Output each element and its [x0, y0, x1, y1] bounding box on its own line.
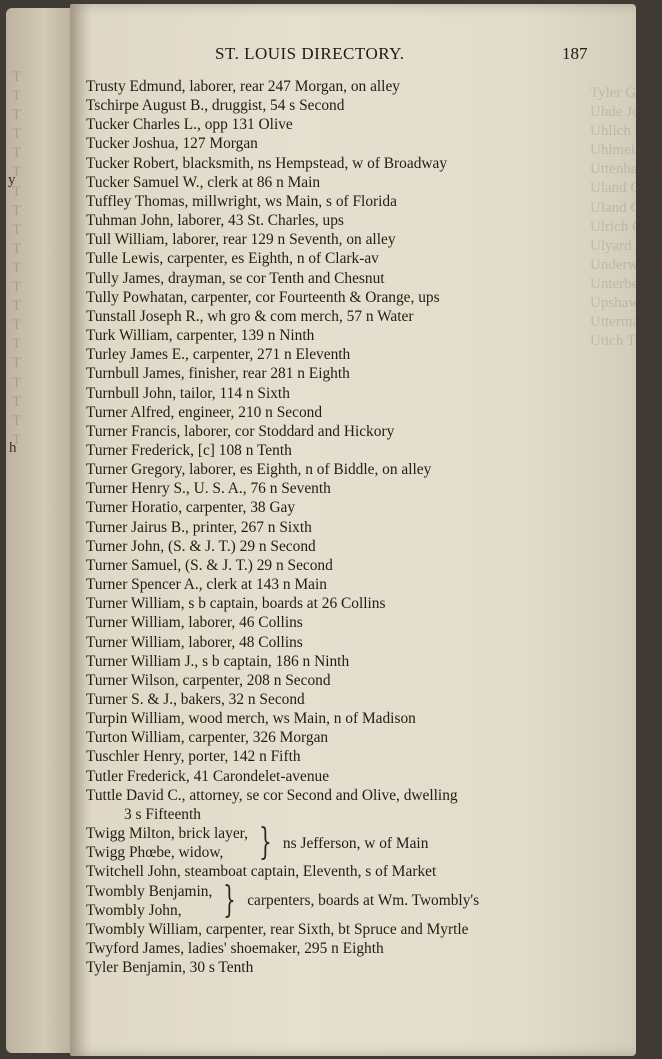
list-item: Turner Henry S., U. S. A., 76 n Seventh	[86, 480, 331, 498]
page-number: 187	[562, 44, 588, 63]
list-item: Turner Jairus B., printer, 267 n Sixth	[86, 518, 312, 536]
list-item: Tuffley Thomas, millwright, ws Main, s of Florida	[86, 192, 397, 210]
list-item: Turpin William, wood merch, ws Main, n of Madison	[86, 710, 416, 728]
list-item: Tull William, laborer, rear 129 n Seventh, on alley	[86, 231, 396, 249]
list-item: Twigg Milton, brick layer,	[86, 825, 249, 843]
list-item: Turk William, carpenter, 139 n Ninth	[86, 327, 315, 345]
list-item: Turner William J., s b captain, 186 n Ninth	[86, 652, 350, 670]
list-item: Tuschler Henry, porter, 142 n Fifth	[86, 748, 301, 766]
list-item: Turner William, s b captain, boards at 26 Collins	[86, 595, 386, 613]
entries-block-a	[86, 77, 606, 805]
list-item: Turner John, (S. & J. T.) 29 n Second	[86, 537, 316, 555]
list-item: Turner William, laborer, 46 Collins	[86, 614, 303, 632]
entry-group-twombly	[86, 879, 606, 921]
list-item: Tschirpe August B., druggist, 54 s Second	[86, 97, 345, 115]
brace-glyph: }	[223, 879, 237, 921]
brace-glyph: }	[259, 822, 272, 864]
page-header: ST. LOUIS DIRECTORY.	[215, 44, 405, 63]
group-shared-text: carpenters, boards at Wm. Twombly's	[247, 892, 480, 910]
list-item: Twombly William, carpenter, rear Sixth, bt Spruce and Myrtle	[86, 920, 469, 938]
list-item: Tully James, drayman, se cor Tenth and Chesnut	[86, 269, 385, 287]
list-item: Tucker Joshua, 127 Morgan	[86, 135, 258, 153]
list-item: Turley James E., carpenter, 271 n Eleventh	[86, 346, 351, 364]
bleed-through-text: Tyler Geo Uhde John Uhlich F Uhlmeister Uttenhauser Uland Ch Uland Ch Ulrich Ch Ulyard A Underwood Unterberg Upshaw Utterman Utich Th	[590, 85, 662, 350]
list-item: Tyler Benjamin, 30 s Tenth	[86, 959, 254, 977]
list-item: Turner Horatio, carpenter, 38 Gay	[86, 499, 296, 517]
list-item: Turner Samuel, (S. & J. T.) 29 n Second	[86, 556, 333, 574]
list-item: Turnbull James, finisher, rear 281 n Eighth	[86, 365, 350, 383]
list-item: Tully Powhatan, carpenter, cor Fourteenth & Orange, ups	[86, 288, 440, 306]
list-item: Turner Alfred, engineer, 210 n Second	[86, 403, 323, 421]
list-item: Tuhman John, laborer, 43 St. Charles, ups	[86, 212, 344, 230]
directory-entries	[86, 77, 606, 977]
list-item: Turner Francis, laborer, cor Stoddard and Hickory	[86, 422, 395, 440]
list-item: Twigg Phœbe, widow,	[86, 844, 224, 862]
list-item: Twyford James, ladies' shoemaker, 295 n Eighth	[86, 940, 384, 957]
list-item: Tutler Frederick, 41 Carondelet-avenue	[86, 767, 330, 785]
list-item: Turnbull John, tailor, 114 n Sixth	[86, 384, 290, 402]
list-item: Turton William, carpenter, 326 Morgan	[86, 729, 329, 747]
list-item: Turner Spencer A., clerk at 143 n Main	[86, 576, 327, 594]
list-item: Tuttle David C., attorney, se cor Second and Olive, dwelling	[86, 786, 458, 804]
list-item: Twitchell John, steamboat captain, Eleventh, s of Market	[86, 863, 437, 881]
margin-mark: h	[9, 440, 17, 456]
list-item: Twombly John,	[86, 901, 182, 919]
list-item: Turner Wilson, carpenter, 208 n Second	[86, 671, 331, 689]
list-item: Tucker Samuel W., clerk at 86 n Main	[86, 173, 321, 191]
entry-group-twigg	[86, 824, 606, 862]
list-item: Tucker Charles L., opp 131 Olive	[86, 116, 293, 134]
list-item: Turner Gregory, laborer, es Eighth, n of Biddle, on alley	[86, 461, 432, 479]
left-page-edge	[6, 8, 76, 1053]
group-names	[86, 824, 248, 862]
list-item: Tunstall Joseph R., wh gro & com merch, 57 n Water	[86, 307, 414, 325]
bleed-through-text: T T T T T T T T T T T T T T T T T T T T	[12, 69, 22, 448]
list-item: Turner S. & J., bakers, 32 n Second	[86, 691, 305, 708]
list-item: Twombly Benjamin,	[86, 882, 213, 900]
entries-block-b	[86, 920, 606, 977]
margin-mark: y	[8, 172, 16, 188]
list-item: Turner Frederick, [c] 108 n Tenth	[86, 441, 292, 459]
list-item: Tucker Robert, blacksmith, ns Hempstead, w of Broadway	[86, 154, 448, 172]
group-shared-text: ns Jefferson, w of Main	[282, 834, 429, 852]
list-item: Trusty Edmund, laborer, rear 247 Morgan, on alley	[86, 78, 400, 95]
list-item: Tulle Lewis, carpenter, es Eighth, n of Clark-av	[86, 250, 379, 268]
list-item: Turner William, laborer, 48 Collins	[86, 633, 303, 651]
group-names	[86, 882, 212, 920]
entry-continuation: 3 s Fifteenth	[124, 805, 201, 823]
